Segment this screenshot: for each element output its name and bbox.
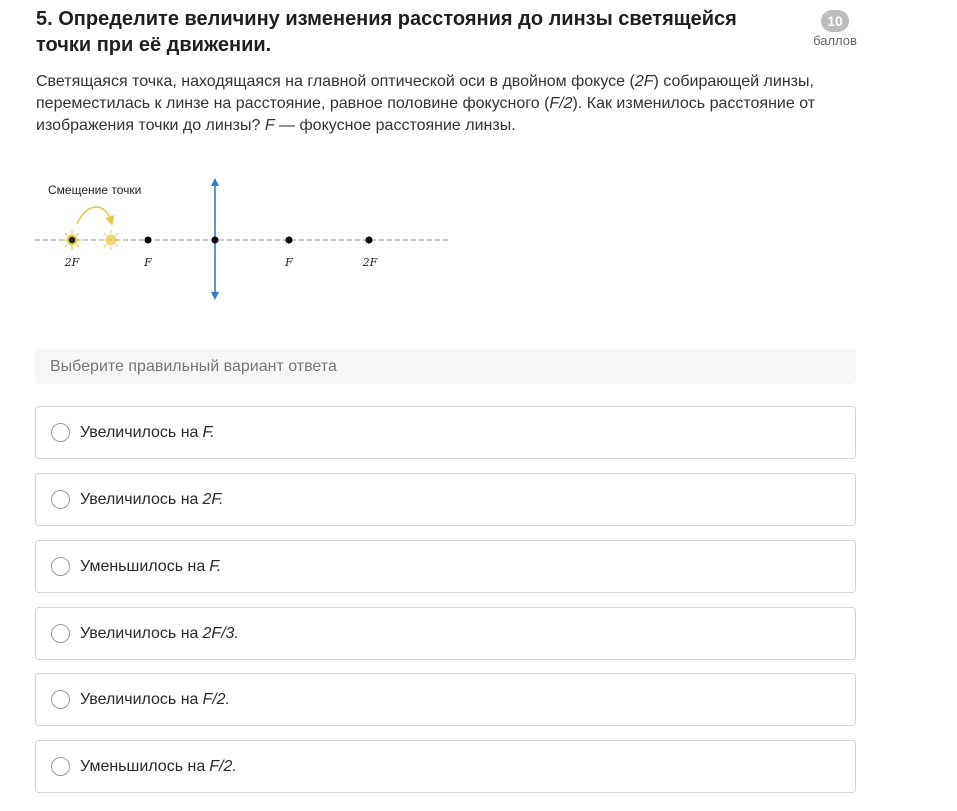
answer-option-math: F. — [202, 423, 215, 441]
label-f-left: F — [144, 256, 152, 269]
radio-button[interactable] — [51, 624, 70, 643]
answer-hint: Выберите правильный вариант ответа — [35, 349, 856, 384]
source-initial — [62, 230, 82, 250]
question-text-part: ) собирающей линзы, переместилась к линзе на расстояние, равное половине фокусного ( — [36, 73, 814, 112]
answer-option-math: F. — [209, 557, 222, 575]
answer-option-5[interactable] — [35, 673, 856, 726]
answer-option-label — [80, 424, 215, 442]
question-math: 2F — [634, 73, 654, 90]
question-text-part: Светящаяся точка, находящаяся на главной оптической оси в двойном фокусе ( — [36, 73, 635, 90]
source-shifted — [101, 230, 121, 250]
question-text-part: ). Как изменилось расстояние от изображения точки до линзы? — [36, 95, 816, 134]
answer-option-4[interactable] — [35, 607, 856, 660]
answer-option-text: Увеличилось на — [80, 690, 199, 708]
points-indicator — [808, 10, 862, 48]
lens-center-point — [212, 237, 219, 244]
radio-button[interactable] — [51, 490, 70, 509]
answer-option-label — [80, 625, 239, 643]
answer-option-math: F/2. — [209, 757, 237, 775]
radio-button[interactable] — [51, 757, 70, 776]
answer-option-3[interactable] — [35, 540, 856, 593]
answer-option-text: Увеличилось на — [80, 490, 199, 508]
displacement-arrow — [77, 207, 111, 224]
answer-option-label — [80, 691, 230, 709]
answer-option-math: 2F/3. — [202, 624, 239, 642]
points-badge: 10 — [821, 10, 849, 32]
answer-option-1[interactable] — [35, 406, 856, 459]
answer-option-label — [80, 758, 237, 776]
focus-point-left — [145, 237, 152, 244]
answer-option-text: Уменьшилось на — [80, 557, 206, 575]
answer-option-math: F/2. — [202, 690, 230, 708]
answer-option-2[interactable] — [35, 473, 856, 526]
points-label: баллов — [813, 33, 857, 48]
answer-option-text: Увеличилось на — [80, 624, 199, 642]
question-title: 5. Определите величину изменения расстояния до линзы светящейся точки при её движении. — [36, 8, 737, 56]
question-math: F/2 — [549, 95, 573, 112]
answer-option-text: Увеличилось на — [80, 423, 199, 441]
diagram-caption: Смещение точки — [48, 183, 142, 197]
answer-option-math: 2F. — [202, 490, 224, 508]
answer-option-label — [80, 491, 224, 509]
answer-option-6[interactable] — [35, 740, 856, 793]
label-2f-left: 2F — [64, 256, 80, 269]
radio-button[interactable] — [51, 690, 70, 709]
double-focus-point-right — [366, 237, 373, 244]
focus-point-right — [286, 237, 293, 244]
lens-diagram — [30, 172, 460, 307]
question-text-part: — фокусное расстояние линзы. — [274, 117, 516, 134]
label-2f-right: 2F — [362, 256, 378, 269]
answer-option-text: Уменьшилось на — [80, 757, 206, 775]
radio-button[interactable] — [51, 423, 70, 442]
question-text — [36, 71, 866, 137]
answer-option-label — [80, 558, 221, 576]
question-math: F — [264, 117, 275, 134]
label-f-right: F — [285, 256, 293, 269]
radio-button[interactable] — [51, 557, 70, 576]
